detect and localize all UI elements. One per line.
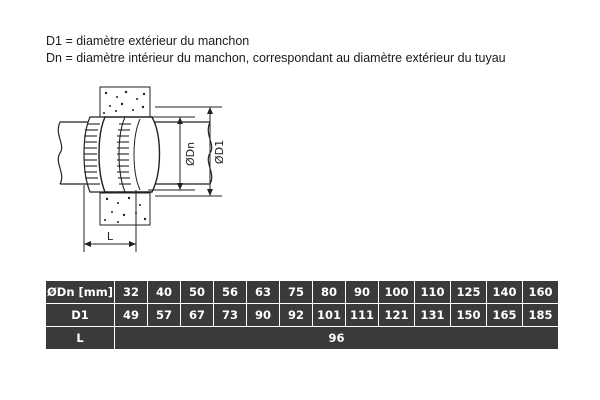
row-header-d1: D1 bbox=[46, 304, 115, 327]
legend-d1: D1 = diamètre extérieur du manchon bbox=[46, 34, 250, 48]
cell-l: 96 bbox=[115, 327, 559, 350]
wall-lower bbox=[100, 193, 150, 225]
cell-dn: 125 bbox=[451, 281, 487, 304]
label-dn: ØDn bbox=[184, 141, 197, 167]
cell-d1: 90 bbox=[247, 304, 280, 327]
cell-dn: 63 bbox=[247, 281, 280, 304]
cell-d1: 165 bbox=[487, 304, 523, 327]
cell-d1: 121 bbox=[379, 304, 415, 327]
cell-d1: 92 bbox=[280, 304, 313, 327]
cell-dn: 100 bbox=[379, 281, 415, 304]
cell-d1: 73 bbox=[214, 304, 247, 327]
cell-d1: 150 bbox=[451, 304, 487, 327]
cell-dn: 56 bbox=[214, 281, 247, 304]
cell-dn: 80 bbox=[313, 281, 346, 304]
cell-dn: 40 bbox=[148, 281, 181, 304]
cell-d1: 131 bbox=[415, 304, 451, 327]
cell-dn: 50 bbox=[181, 281, 214, 304]
wall-upper bbox=[100, 87, 150, 117]
cell-d1: 185 bbox=[523, 304, 559, 327]
table-row-d1 bbox=[46, 304, 559, 327]
cell-d1: 49 bbox=[115, 304, 148, 327]
cell-d1: 57 bbox=[148, 304, 181, 327]
legend-dn: Dn = diamètre intérieur du manchon, correspondant au diamètre extérieur du tuyau bbox=[46, 51, 506, 65]
label-d1: ØD1 bbox=[213, 139, 226, 165]
cell-dn: 140 bbox=[487, 281, 523, 304]
cell-dn: 160 bbox=[523, 281, 559, 304]
sleeve-collar bbox=[84, 117, 160, 192]
row-header-dn: ØDn [mm] bbox=[46, 281, 115, 304]
cell-d1: 67 bbox=[181, 304, 214, 327]
cell-dn: 90 bbox=[346, 281, 379, 304]
dimensions-table bbox=[45, 280, 559, 350]
cell-dn: 32 bbox=[115, 281, 148, 304]
cell-d1: 111 bbox=[346, 304, 379, 327]
label-l: L bbox=[106, 230, 114, 243]
table-row-l bbox=[46, 327, 559, 350]
cell-dn: 110 bbox=[415, 281, 451, 304]
cell-dn: 75 bbox=[280, 281, 313, 304]
cell-d1: 101 bbox=[313, 304, 346, 327]
table-row-dn bbox=[46, 281, 559, 304]
row-header-l: L bbox=[46, 327, 115, 350]
